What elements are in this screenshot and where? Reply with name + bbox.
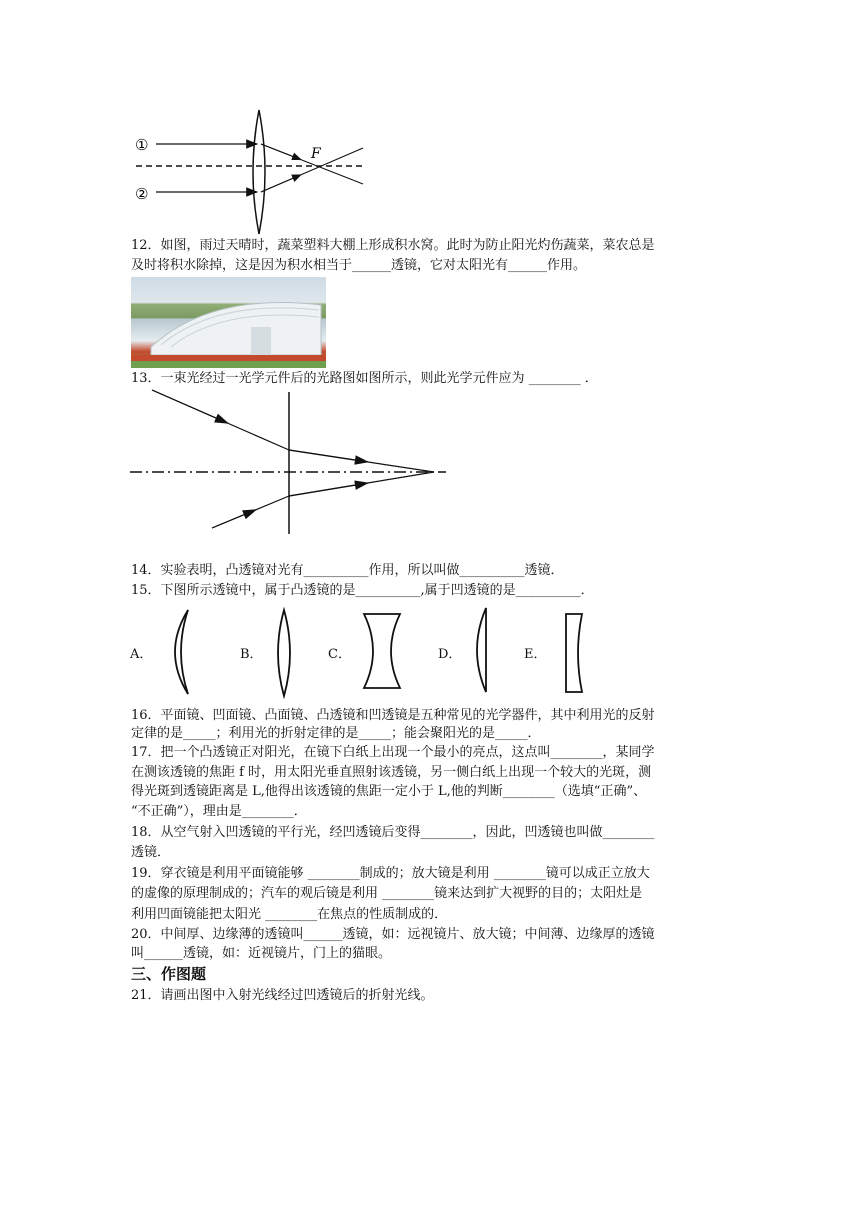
q17-line4: “不正确”），理由是________． bbox=[131, 804, 307, 819]
q12-line2: 及时将积水除掉，这是因为积水相当于______透镜，它对太阳光有______作用。 bbox=[131, 258, 587, 273]
lens-e-planoconcave bbox=[562, 612, 588, 694]
lens-label-d: D． bbox=[438, 647, 462, 662]
focus-label: F bbox=[311, 146, 321, 162]
lens-label-e: E． bbox=[524, 647, 547, 662]
q19-line1: 19．穿衣镜是利用平面镜能够 ________制成的；放大镜是利用 ________镜可以成正立放大 bbox=[131, 866, 650, 881]
greenhouse-photo bbox=[131, 277, 326, 368]
q19-line3: 利用凹面镜能把太阳光 ________在焦点的性质制成的． bbox=[131, 907, 448, 922]
ray-1-label: ① bbox=[135, 136, 149, 154]
q16-line2: 定律的是_____；利用光的折射定律的是_____；能会聚阳光的是_____． bbox=[131, 726, 541, 741]
q20-line2: 叫______透镜，如：近视镜片，门上的猫眼。 bbox=[131, 946, 392, 961]
q20-line1: 20．中间厚、边缘薄的透镜叫______透镜，如：远视镜片、放大镜；中间薄、边缘厚的透镜 bbox=[131, 927, 655, 942]
optical-element-ray-diagram bbox=[128, 386, 448, 548]
q17-line2: 在测该透镜的焦距 f 时，用太阳光垂直照射该透镜，另一侧白纸上出现一个较大的光斑，测 bbox=[131, 765, 652, 780]
ray-2-label: ② bbox=[135, 185, 149, 203]
q12-line1: 12．如图，雨过天晴时，蔬菜塑料大棚上形成积水窝。此时为防止阳光灼伤蔬菜，菜农总是 bbox=[131, 238, 655, 253]
q17-line1: 17．把一个凸透镜正对阳光，在镜下白纸上出现一个最小的亮点，这点叫________，某同学 bbox=[131, 745, 655, 760]
lens-label-b: B． bbox=[240, 647, 263, 662]
lens-b-biconvex bbox=[272, 608, 296, 698]
lens-label-a: A． bbox=[130, 647, 153, 662]
q13-text: 13．一束光经过一光学元件后的光路图如图所示，则此光学元件应为 ________ ． bbox=[131, 371, 598, 386]
q18-line2: 透镜． bbox=[131, 845, 171, 860]
lens-label-c: C． bbox=[328, 647, 351, 662]
q14-text: 14．实验表明，凸透镜对光有__________作用，所以叫做__________透镜． bbox=[131, 563, 564, 578]
q19-line2: 的虚像的原理制成的；汽车的观后镜是利用 ________镜来达到扩大视野的目的；太阳灶是 bbox=[131, 886, 643, 901]
q15-text: 15．下图所示透镜中，属于凸透镜的是__________,属于凹透镜的是__________． bbox=[131, 583, 594, 598]
q17-line3: 得光斑到透镜距离是 L,他得出该透镜的焦距一定小于 L,他的判断________（选填“正确”、 bbox=[131, 784, 647, 799]
lens-d-planoconvex bbox=[466, 606, 492, 694]
lens-c-biconcave bbox=[360, 612, 404, 690]
q21-text: 21．请画出图中入射光线经过凹透镜后的折射光线。 bbox=[131, 988, 434, 1003]
convex-lens bbox=[253, 110, 265, 234]
q18-line1: 18．从空气射入凹透镜的平行光，经凹透镜后变得________，因此，凹透镜也叫做________ bbox=[131, 825, 655, 840]
q16-line1: 16．平面镜、凹面镜、凸面镜、凸透镜和凹透镜是五种常见的光学器件，其中利用光的反射 bbox=[131, 708, 655, 723]
section-heading-drawing: 三、作图题 bbox=[131, 965, 207, 983]
lens-a-meniscus bbox=[160, 608, 194, 696]
convex-lens-focus-diagram bbox=[131, 108, 371, 236]
